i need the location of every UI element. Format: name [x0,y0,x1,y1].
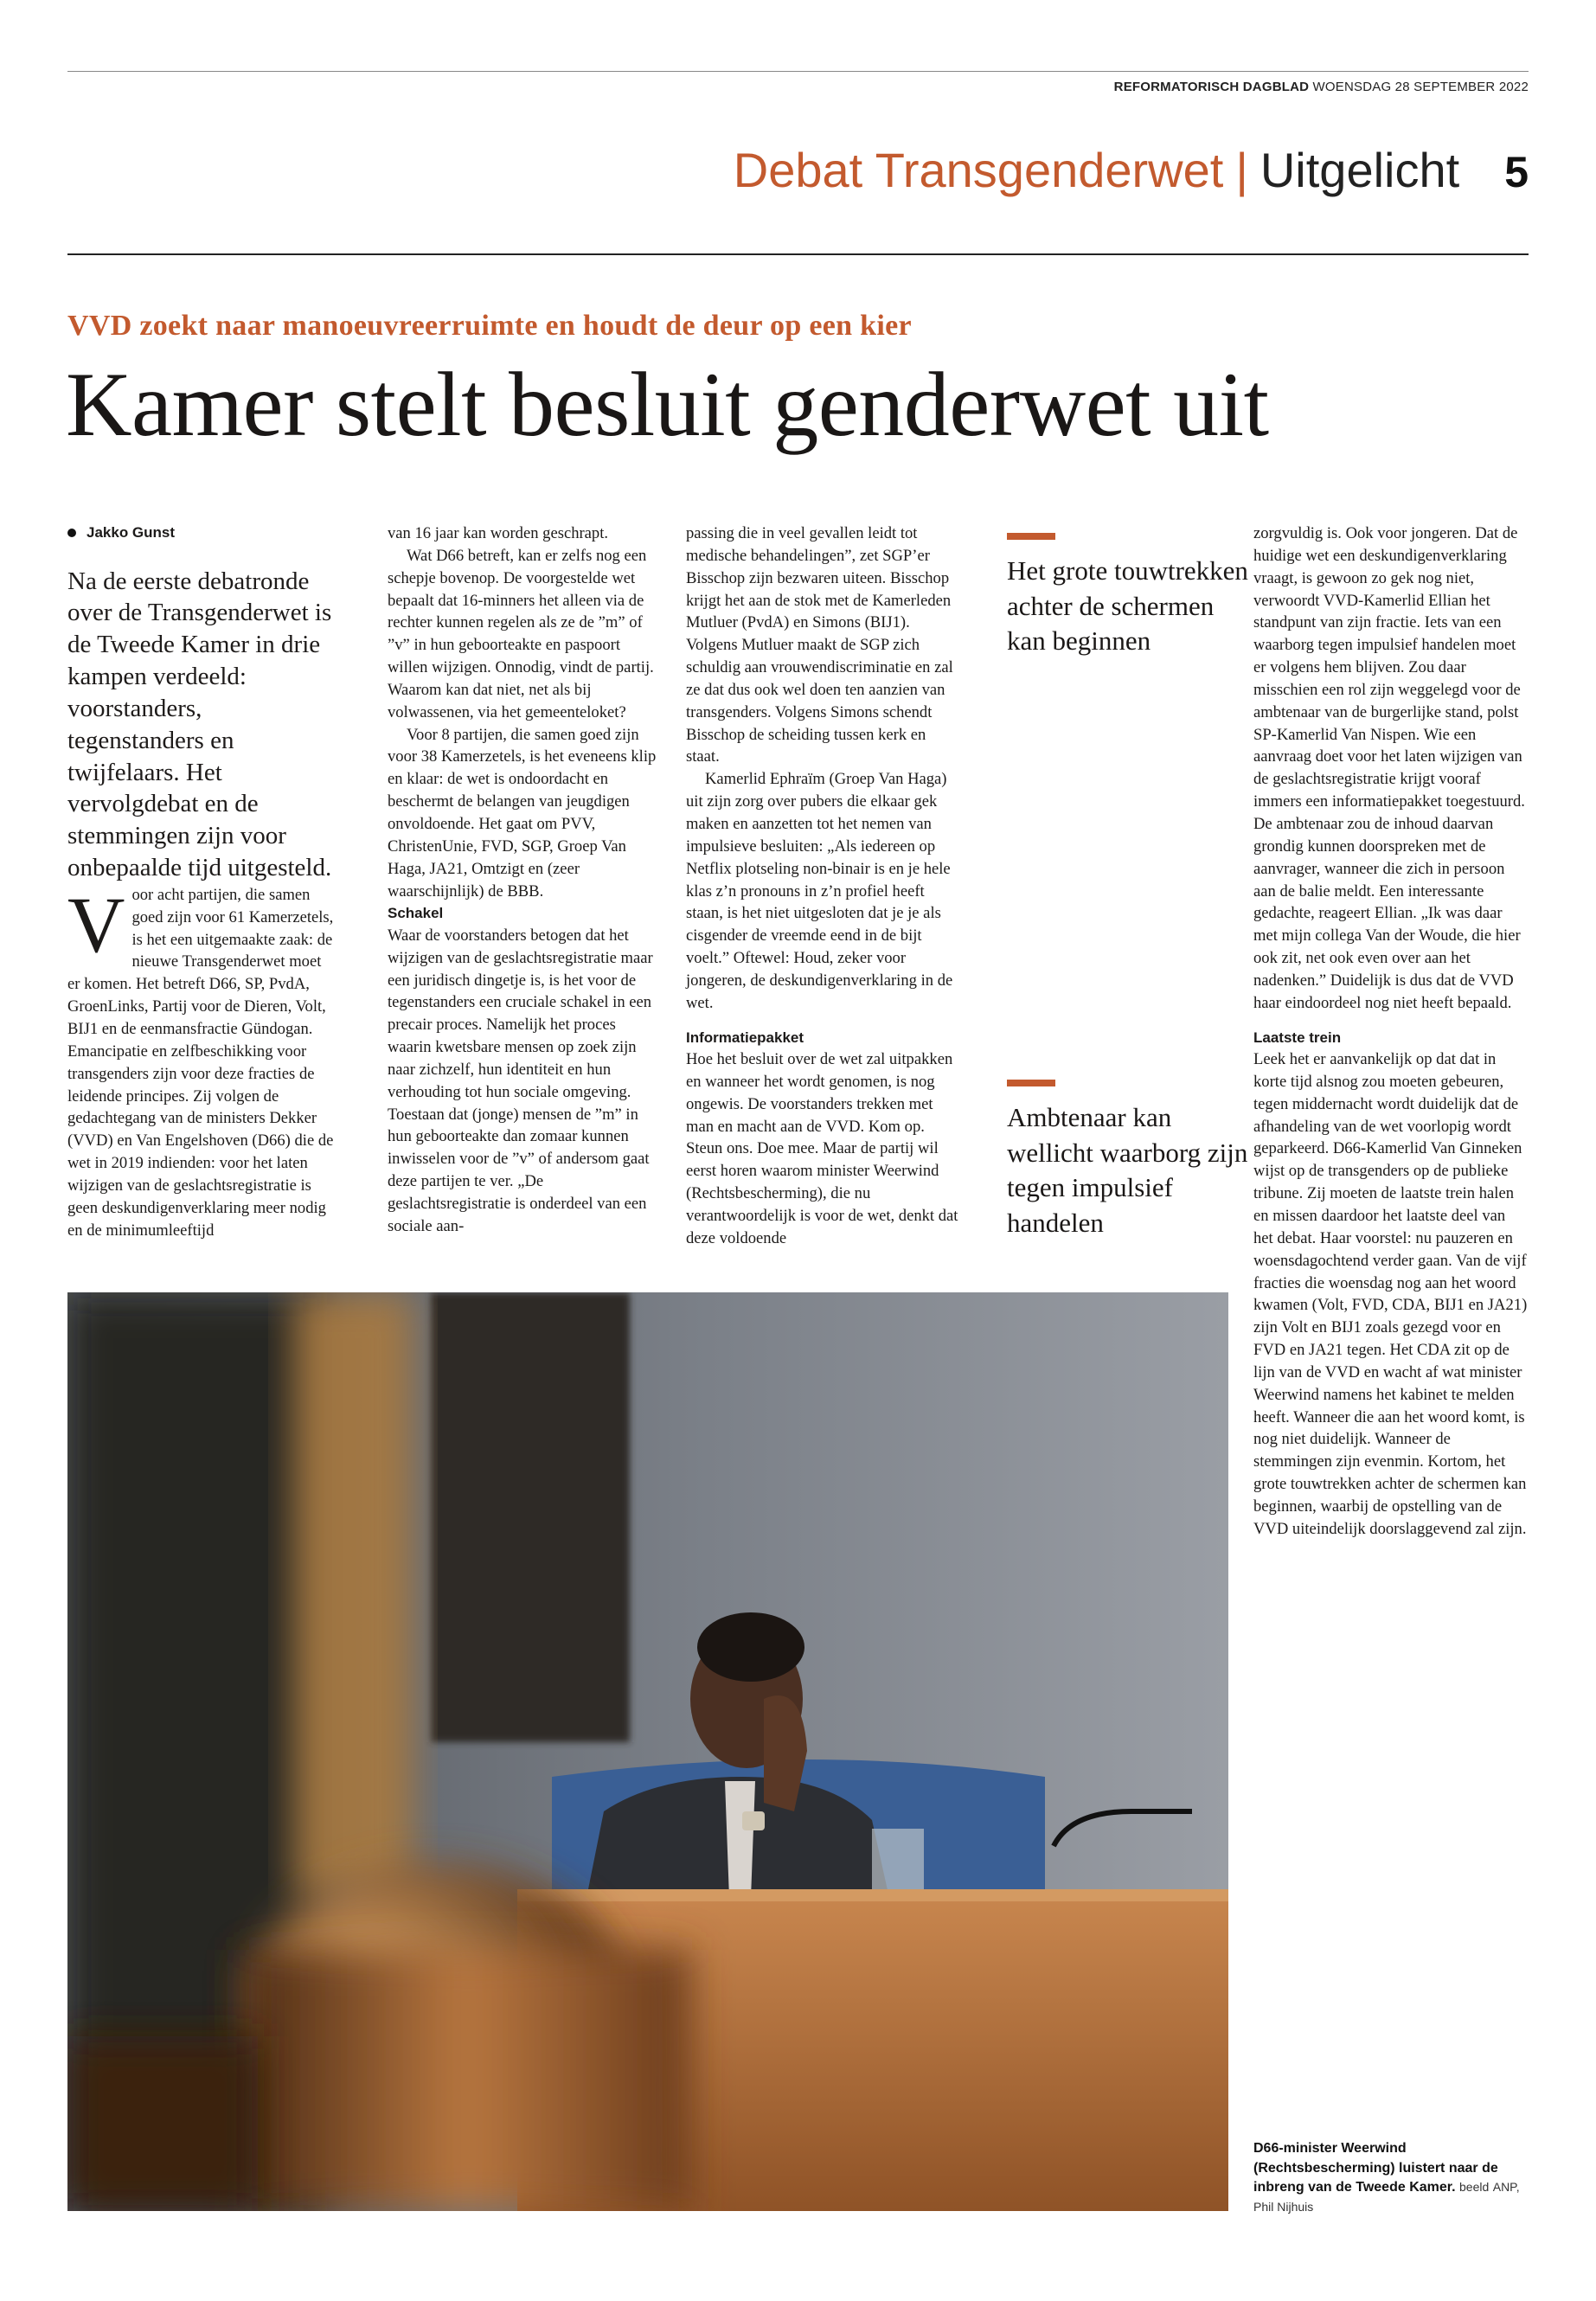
photo-caption [1253,2139,1529,2218]
subheading: Informatiepakket [686,1029,804,1046]
byline [67,522,337,543]
article-body-paragraph: Leek het er aanvankelijk op dat dat in korte tijd alsnog zou moeten gebeuren, tegen middernacht wordt duidelijk dat de afhandeling van de wet voorlopig wordt geparkeerd. D66-Kamerlid Van Ginneken wijst op de transgenders op de publieke tribune. Zij moeten de laatste trein halen en missen daardoor het laatste deel van het debat. Haar voorstel: nu pauzeren en woensdagochtend verder gaan. Van de vijf fracties die woensdag nog aan het woord kwamen (Volt, FVD, CDA, BIJ1 en JA21) zijn Volt en BIJ1 zoals gezegd voor en FVD en JA21 tegen. Het CDA zit op de lijn van de VVD en wacht af wat minister Weerwind namens het kabinet te melden heeft. Wanneer die aan het woord komt, is nog niet duidelijk. Wanneer de stemmingen zijn evenmin. Kortom, het grote touwtrekken achter de schermen kan beginnen, waarbij de opstelling van de VVD uiteindelijk doorslaggevend zal zijn. [1253,1050,1528,1538]
article-intro: Na de eerste debatronde over de Transgenderwet is de Tweede Kamer in drie kampen verdeeld: voorstanders, tegenstanders en twijfelaars. Het vervolgdebat en de stemmingen zijn voor onbepaalde tijd uitgesteld. [67,567,332,882]
page-number: 5 [1504,148,1529,196]
masthead [1114,80,1529,94]
article-photo [67,1292,1228,2211]
publication-name: REFORMATORISCH DAGBLAD [1113,80,1310,94]
article-column-2 [388,522,661,1238]
article-column-5 [1253,522,1529,1541]
article-body-paragraph: Voor 8 partijen, die samen goed zijn voor 38 Kamerzetels, is het eveneens klip en klaar: de wet is ondoordacht en beschermt de belangen van jeugdigen onvoldoende. Het gaat om PVV, ChristenUnie, FVD, SGP, Groep Van Haga, JA21, Omtzigt en (zeer waarschijnlijk) de BBB. [388,725,657,901]
subheading: Schakel [388,905,444,922]
subheading: Laatste trein [1253,1029,1342,1046]
pull-quote: Het grote touwtrekken achter de schermen kan beginnen [1007,555,1248,657]
section-rule [67,253,1529,255]
drop-cap: V [67,880,125,969]
article-column-1 [67,522,337,1241]
article-body-paragraph: van 16 jaar kan worden geschrapt. [388,524,609,542]
article-body-paragraph: Waar de voorstanders betogen dat het wijzigen van de geslachtsregistratie maar een juridisch dingetje is, is het voor de tegenstanders een cruciale schakel in een precair proces. Namelijk het proces waarin kwetsbare mensen op zoek zijn naar zichzelf, hun identiteit en hun verhouding tot hun sociale omgeving. Toestaan dat (jonge) mensen de ”m” in hun geboorteakte dan zomaar kunnen inwisselen voor de ”v” of andersom gaat deze partijen te ver. „De geslachtsregistratie is onderdeel van een sociale aan- [388,926,653,1235]
photo-credit: ANP, Phil Nijhuis [1253,2180,1520,2214]
article-body-paragraph: Kamerlid Ephraïm (Groep Van Haga) uit zijn zorg over pubers die elkaar gek maken en aanzetten tot het nemen van impulsieve besluiten: „Als iedereen op Netflix plotseling non-binair is en je hele klas z’n pronouns in z’n profiel heeft staan, is het niet uitgesloten dat je je als cisgender de vreemde eend in de bijt voelt.” Oftewel: Houd, zeker voor jongeren, de deskundigenverklaring in de wet. [686,770,953,1012]
section-subtitle: Uitgelicht [1259,143,1460,197]
bullet-icon [67,529,76,537]
article-body-paragraph: Hoe het besluit over de wet zal uitpakken en wanneer het wordt genomen, is nog ongewis. De voorstanders trekken met man en macht aan de VVD. Kom op. Steun ons. Doe mee. Maar de partij wil eerst horen waarom minister Weerwind (Rechtsbescherming), die nu verantwoordelijk is voor de wet, denkt dat deze voldoende [686,1050,958,1247]
section-divider: | [1235,143,1248,197]
pull-quote-bar [1007,533,1055,540]
article-body-paragraph: zorgvuldig is. Ook voor jongeren. Dat de huidige wet een deskundigenverklaring vraagt, is gewoon zo gek nog niet, verwoordt VVD-Kamerlid Ellian het standpunt van zijn fractie. Iets van een waarborg tegen impulsief handelen moet er volgens hem blijven. Zou daar misschien een rol zijn weggelegd voor de ambtenaar van de burgerlijke stand, polst SP-Kamerlid Van Nispen. Wie een aanvraag doet voor het laten wijzigen van de geslachtsregistratie krijgt vooraf immers een informatiepakket toegestuurd. De ambtenaar zou de inhoud daarvan grondig kunnen doorspreken met de aanvrager, wanneer die zich in persoon aan de balie meldt. Een interessante gedachte, reageert Ellian. „Ik was daar met mijn collega Van der Woude, die hier ook zit, net ook even over aan het nadenken.” Duidelijk is dus dat de VVD haar eindoordeel nog niet heeft bepaald. [1253,524,1525,1012]
author-name: Jakko Gunst [87,524,176,541]
article-body-paragraph [67,880,337,1242]
section-title: Debat Transgenderwet [733,143,1224,197]
credit-label: beeld [1459,2180,1490,2195]
article-column-3 [686,522,959,1250]
pull-quote: Ambtenaar kan wellicht waarborg zijn tegen impulsief handelen [1007,1102,1248,1238]
article-headline: Kamer stelt besluit genderwet uit [66,354,1269,455]
pull-quote-bar [1007,1080,1055,1086]
section-header [734,142,1529,198]
top-rule [67,71,1529,72]
publication-date: WOENSDAG 28 SEPTEMBER 2022 [1312,80,1529,94]
article-body-paragraph: passing die in veel gevallen leidt tot medische behandelingen”, zet SGP’er Bisschop zijn bezwaren uiteen. Bisschop krijgt het aan de stok met de Kamerleden Mutluer (PvdA) en Simons (BIJ1). Volgens Mutluer maakt de SGP zich schuldig aan vrouwendiscriminatie en zal ze dat dus ook wel doen ten aanzien van transgenders. Volgens Simons schendt Bisschop de scheiding tussen kerk en staat. [686,524,953,766]
article-kicker: VVD zoekt naar manoeuvreerruimte en houdt de deur op een kier [67,310,912,342]
caption-text: D66-minister Weerwind (Rechtsbescherming) luistert naar de inbreng van de Tweede Kamer. [1253,2141,1498,2195]
body-text: oor acht partijen, die samen goed zijn voor 61 Kamerzetels, is het een uitgemaakte zaak: de nieuwe Transgenderwet moet er komen. Het betreft D66, SP, PvdA, GroenLinks, Partij voor de Dieren, Volt, BIJ1 en de eenmansfractie Gündogan. Emancipatie en zelfbeschikking voor transgenders zijn voor deze fracties de leidende principes. Zij volgen de gedachtegang van de ministers Dekker (VVD) en Van Engelshoven (D66) die de wet in 2019 indienden: voor het laten wijzigen van de geslachtsregistratie is geen deskundigenverklaring meer nodig en de minimumleeftijd [67,885,334,1240]
article-body-paragraph: Wat D66 betreft, kan er zelfs nog een schepje bovenop. De voorgestelde wet bepaalt dat 16-minners het alleen via de rechter kunnen regelen als ze de ”m” of ”v” in hun geboorteakte en paspoort willen wijzigen. Onnodig, vindt de partij. Waarom kan dat niet, net als bij volwassenen, via het gemeenteloket? [388,546,654,721]
